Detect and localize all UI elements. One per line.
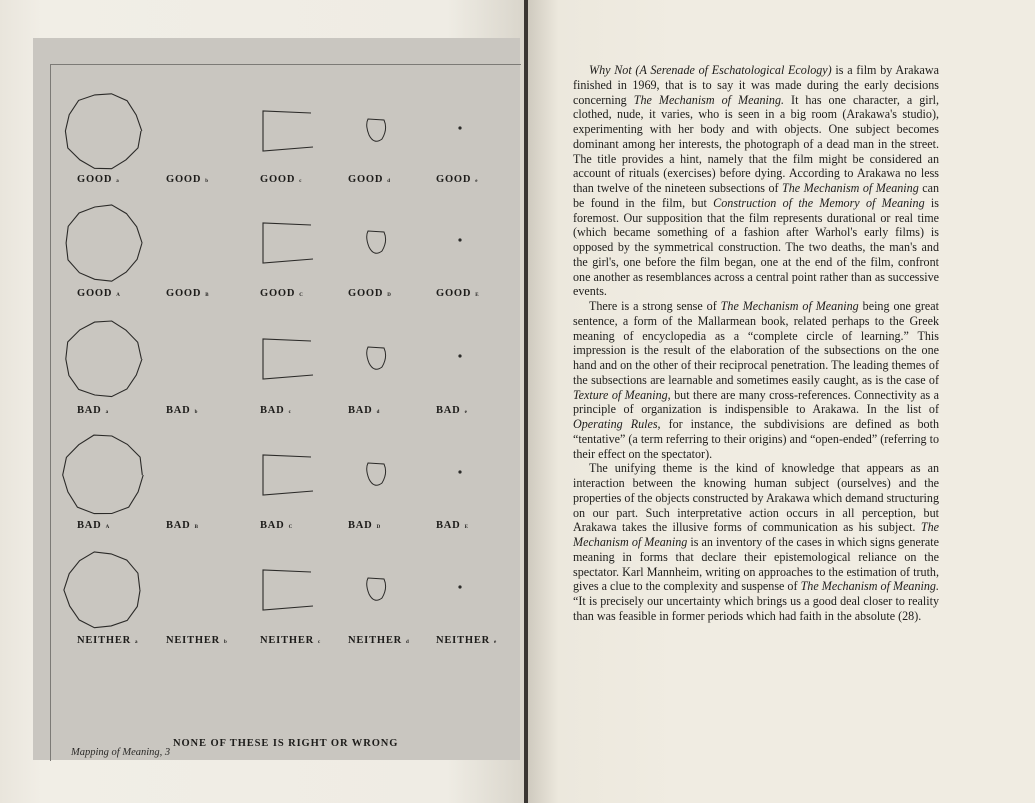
grid-label: [77, 288, 120, 299]
grid-label-subscript: b: [205, 179, 209, 184]
dot-shape: [458, 238, 461, 241]
text-run: is an inventory of the cases in which signs generate meaning in forms that declare their epistemological reliance on the spectator. Karl Mannheim, writing on approaches to the estimation of truth, gives a clue to the complexity and suspense of: [573, 535, 939, 594]
open-rectangle-shape: [263, 223, 313, 263]
work-title: The Mechanism of Meaning: [782, 181, 919, 195]
paragraph-3: [573, 461, 939, 623]
text-run: It has one character, a girl, clothed, nude, it varies, who is seen in a big room (Arakawa's studio), experimenting with her body and with objects. One subject becomes dominant among her interests, the photograph of a dead man in the street. The title provides a hint, namely that the film might be considered an account of rituals (exercises) before dying. According to Arakawa no less than twelve of the nineteen subsections of: [573, 92, 940, 195]
grid-label-subscript: c: [318, 640, 321, 645]
circle-shape: [66, 205, 142, 281]
work-title: The Mechanism of Meaning: [720, 299, 859, 313]
grid-label: [260, 635, 320, 646]
grid-label: [77, 174, 119, 185]
grid-label-subscript: B: [205, 293, 209, 298]
subsection-title: Texture of Meaning,: [573, 387, 671, 402]
grid-label-text: NEITHER: [348, 635, 403, 646]
small-shape: [367, 119, 386, 141]
text-run: There is a strong sense of: [589, 299, 721, 313]
grid-label-text: GOOD: [77, 288, 113, 299]
grid-label-text: BAD: [436, 405, 461, 416]
text-run: The unifying theme is the kind of knowledge that appears as an interaction between the knowing human subject (ourselves) and the properties of the objects constructed by Arakawa which demand structuring on our part. Such interpretative action occurs in all perception, but Arakawa takes the illusive forms of communication as his subject.: [573, 461, 939, 535]
text-run: being one great sentence, a form of the Mallarmean book, related perhaps to the Greek meaning of encyclopedia as a “complete circle of learning.” This impression is the result of the elaboration of the subsections on the one hand and on the other of their reciprocal penetration. The leading themes of the subsections are learnable and sometimes easily caught, as is the case of: [573, 299, 939, 387]
grid-label-text: GOOD: [436, 288, 472, 299]
grid-label-subscript: d: [387, 179, 391, 184]
open-rectangle-shape: [263, 570, 313, 610]
grid-label: [260, 174, 302, 185]
paragraph-1: [573, 63, 939, 299]
grid-label: [260, 520, 292, 531]
grid-label: [260, 405, 291, 416]
grid-label-text: GOOD: [348, 288, 384, 299]
grid-label-subscript: B: [194, 525, 198, 530]
text-run: can be found in the film, but: [573, 181, 940, 210]
text-run: “It is precisely our uncertainty which brings us a good deal closer to reality than was feasible in former periods which had faith in the absolute (28).: [573, 594, 939, 623]
grid-label: [77, 405, 108, 416]
open-rectangle-shape: [263, 111, 313, 151]
text-run: is foremost. Our supposition that the film represents durational or real time (which became something of a fashion after Warhol's early films) is opposed by the symmetrical construction. The two deaths, the man's and the girl's, one before the film began, one at the end of the film, confront one another as resemblances across a central point rather than as successive events.: [573, 195, 939, 299]
grid-label-text: BAD: [260, 520, 285, 531]
grid-label: [77, 635, 138, 646]
grid-label-subscript: e: [475, 179, 478, 184]
grid-label-subscript: a: [116, 179, 119, 184]
small-shape: [367, 463, 386, 485]
text-run: for instance, the subdivisions are defined as both “tentative” (a term referring to their origins) and “open-ended” (referring to their effect on the spectator).: [573, 417, 939, 461]
grid-label-text: GOOD: [260, 174, 296, 185]
grid-label-subscript: C: [299, 293, 303, 298]
grid-label: [436, 405, 467, 416]
grid-label-subscript: a: [105, 410, 109, 415]
grid-label-subscript: e: [464, 410, 467, 415]
subsection-title: Operating Rules,: [573, 417, 661, 431]
grid-label-subscript: d: [376, 410, 380, 415]
work-title: The Mechanism of Meaning.: [800, 579, 940, 594]
illustration-plate: [33, 38, 520, 760]
body-text: [573, 63, 939, 624]
grid-label: [348, 520, 380, 531]
circle-shape: [65, 94, 141, 169]
grid-label: [348, 174, 390, 185]
grid-label-text: BAD: [77, 405, 102, 416]
text-run: but there are many cross-references. Connectivity as a principle of organization is indispensible to Arakawa. In the list of: [573, 387, 939, 417]
work-title: The Mechanism of Meaning: [573, 520, 939, 549]
open-rectangle-shape: [263, 339, 313, 379]
grid-label-text: NEITHER: [166, 635, 221, 646]
grid-label: [436, 288, 479, 299]
grid-label-text: BAD: [348, 405, 373, 416]
grid-label-text: GOOD: [166, 174, 202, 185]
grid-label-text: BAD: [260, 405, 285, 416]
grid-label: [436, 635, 496, 646]
small-shape: [367, 231, 386, 253]
grid-label-subscript: A: [105, 525, 110, 530]
grid-label: [166, 174, 208, 185]
grid-label-subscript: c: [299, 179, 302, 184]
text-run: is a film by Arakawa finished in 1969, that is to say it was made during the early decisions concerning: [573, 63, 939, 107]
open-rectangle-shape: [263, 455, 313, 495]
grid-label: [348, 405, 379, 416]
grid-label: [436, 174, 478, 185]
grid-label-text: BAD: [348, 520, 373, 531]
grid-label-subscript: c: [288, 410, 291, 415]
dot-shape: [458, 470, 461, 473]
circle-shape: [66, 321, 142, 397]
grid-label: [166, 635, 227, 646]
dot-shape: [458, 585, 461, 588]
grid-label: [348, 635, 409, 646]
grid-label: [166, 520, 198, 531]
grid-label-text: NEITHER: [77, 635, 132, 646]
grid-label-subscript: d: [406, 640, 409, 645]
grid-label: [436, 520, 468, 531]
grid-label-subscript: b: [194, 410, 198, 415]
grid-label-subscript: E: [475, 293, 479, 298]
shapes-canvas: [33, 38, 520, 760]
grid-label: [166, 405, 197, 416]
dot-shape: [458, 354, 461, 357]
grid-label-text: BAD: [166, 520, 191, 531]
bottom-statement: NONE OF THESE IS RIGHT OR WRONG: [173, 738, 399, 749]
work-title: The Mechanism of Meaning.: [633, 92, 785, 107]
grid-label-text: BAD: [77, 520, 102, 531]
grid-label-text: GOOD: [77, 174, 113, 185]
grid-label-text: NEITHER: [436, 635, 491, 646]
film-title: Why Not (A Serenade of Eschatological Ecology): [589, 63, 832, 77]
circle-shape: [63, 435, 144, 513]
grid-label-text: BAD: [166, 405, 191, 416]
small-shape: [367, 347, 386, 369]
circle-shape: [64, 552, 140, 628]
grid-label-text: GOOD: [436, 174, 472, 185]
grid-label-text: GOOD: [348, 174, 384, 185]
paragraph-2: [573, 299, 939, 461]
grid-label-text: BAD: [436, 520, 461, 531]
grid-label-subscript: e: [494, 640, 497, 645]
grid-label: [77, 520, 109, 531]
grid-label: [166, 288, 209, 299]
grid-label-subscript: C: [288, 525, 293, 530]
grid-label: [348, 288, 391, 299]
subsection-title: Construction of the Memory of Meaning: [713, 195, 925, 210]
grid-label-subscript: b: [224, 640, 227, 645]
grid-label: [260, 288, 303, 299]
grid-label-subscript: E: [464, 525, 468, 530]
grid-label-text: GOOD: [166, 288, 202, 299]
grid-label-subscript: D: [376, 525, 381, 530]
figure-caption: Mapping of Meaning, 3: [71, 747, 171, 758]
grid-label-text: NEITHER: [260, 635, 315, 646]
dot-shape: [458, 126, 461, 129]
small-shape: [367, 578, 386, 600]
grid-label-subscript: D: [387, 293, 391, 298]
grid-label-subscript: a: [135, 640, 138, 645]
grid-label-subscript: A: [116, 293, 120, 298]
grid-label-text: GOOD: [260, 288, 296, 299]
